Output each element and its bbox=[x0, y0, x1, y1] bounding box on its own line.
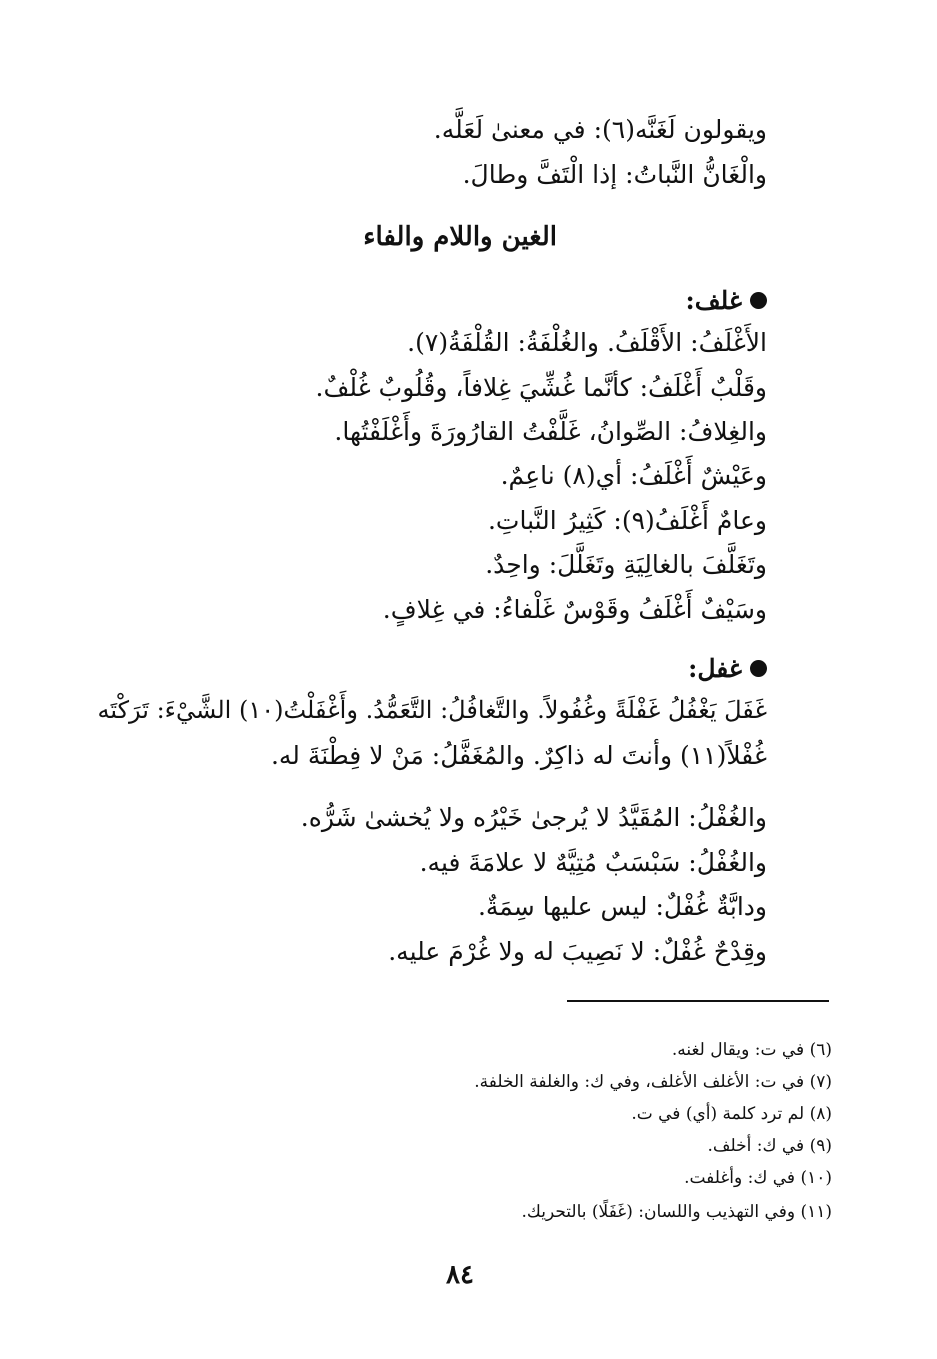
page-number: ٨٤ bbox=[446, 1260, 474, 1290]
footnote-separator bbox=[567, 1000, 829, 1002]
footnote: (٦) في ت: ويقال لغنه. bbox=[671, 1040, 832, 1060]
footnote: (١٠) في ك: وأغلفت. bbox=[684, 1168, 832, 1188]
text-line: والغُفْلُ: سَبْسَبٌ مُتِيَّهٌ لا علامَةَ فيه. bbox=[419, 848, 767, 877]
text-line: الأَغْلَفُ: الأَقْلَفُ. والغُلْفَةُ: القُلْفَةُ(٧). bbox=[407, 328, 767, 357]
paragraph-line: غُفْلاً(١١) وأنتَ له ذاكِرٌ. والمُغَفَّلُ: مَنْ لا فِطْنَةَ له. bbox=[270, 741, 767, 770]
footnote: (٨) لم ترد كلمة (أي) في ت. bbox=[631, 1104, 832, 1124]
footnote: (١١) وفي التهذيب واللسان: (غَفَلًا) بالتحريك. bbox=[521, 1202, 832, 1222]
paragraph-line: غَفَلَ يَغْفُلُ غَفْلَةً وغُفُولاً. والتَّغافُلُ: التَّعَمُّدُ. وأَغْفَلْتُ(١٠) الشَّيْءَ: تَرَكْتَه bbox=[97, 696, 767, 724]
text-line: وعامٌ أَغْلَفُ(٩): كَثِيرُ النَّباتِ. bbox=[487, 506, 767, 535]
headword-label: غفل: bbox=[688, 654, 742, 683]
text-line: والغُفْلُ: المُقَيَّدُ لا يُرجىٰ خَيْرُه ولا يُخشىٰ شَرُّه. bbox=[300, 803, 767, 832]
text-line: وسَيْفٌ أَغْلَفُ وقَوْسٌ غَلْفاءُ: في غِلافٍ. bbox=[382, 595, 767, 624]
text-line: والغِلافُ: الصِّوانُ، غَلَّفْتُ القارُورَةَ وأَغْلَفْتُها. bbox=[334, 417, 767, 446]
bullet-icon bbox=[750, 660, 767, 677]
text-line: والْغَانُّ النَّباتُ: إذا الْتَفَّ وطالَ. bbox=[462, 160, 767, 189]
text-line: ويقولون لَغَنَّه(٦): في معنىٰ لَعَلَّه. bbox=[433, 115, 767, 144]
section-heading: الغين واللام والفاء bbox=[363, 222, 557, 252]
footnote: (٩) في ك: أخلف. bbox=[707, 1136, 832, 1156]
entry-headword-ghafal bbox=[688, 651, 767, 687]
entry-headword-ghalaf bbox=[686, 283, 767, 319]
headword-label: غلف: bbox=[685, 286, 742, 315]
text-line: وقِدْحٌ غُفْلٌ: لا نَصِيبَ له ولا غُرْمَ عليه. bbox=[388, 937, 767, 966]
text-line: ودابَّةٌ غُفْلٌ: ليس عليها سِمَةٌ. bbox=[477, 892, 767, 921]
text-line: وقَلْبٌ أَغْلَفُ: كأنَّما غُشِّيَ غِلافاً، وقُلُوبٌ غُلْفٌ. bbox=[315, 373, 767, 402]
text-line: وتَغَلَّفَ بالغالِيَةِ وتَغَلَّلَ: واحِدٌ. bbox=[485, 550, 767, 579]
footnote: (٧) في ت: الأغلف الأغلف، وفي ك: والغلفة الخلفة. bbox=[474, 1072, 832, 1092]
text-line: وعَيْشٌ أَغْلَفُ: أي(٨) ناعِمٌ. bbox=[500, 461, 767, 490]
bullet-icon bbox=[750, 292, 767, 309]
